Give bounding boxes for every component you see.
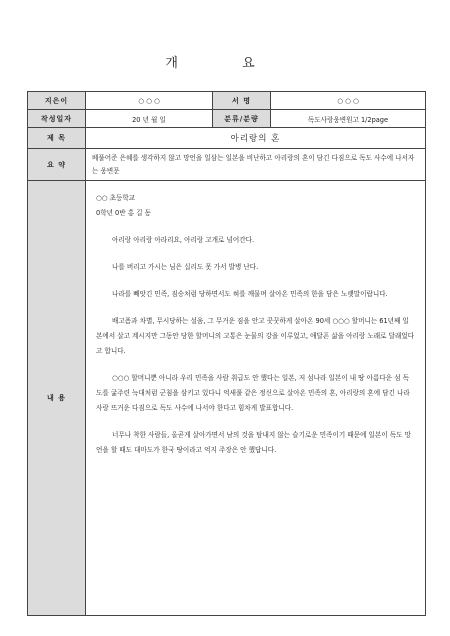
subject-value: 아리랑의 혼 — [86, 128, 426, 149]
signature-label: 서 명 — [213, 92, 271, 110]
date-value: 20 년 월 일 — [86, 110, 213, 128]
student-line: 0학년 0반 홍 길 동 — [96, 209, 151, 217]
category-label: 분류/분량 — [213, 110, 271, 128]
overview-form-table — [27, 91, 426, 616]
page-title: 개 요 — [165, 56, 285, 71]
school-line: ○○ 초등학교 — [96, 194, 136, 202]
paragraph: ○○○ 할머니뿐 아니라 우리 민족을 사람 취급도 안 했다는 일본, 저 섬나라 일본이 내 땅 아름다운 섬 독도를 굶주린 늑대처럼 군침을 삼키고 있다니 억새풀 같은 정신으로 살아온 민족의 혼, 아리랑의 혼에 담긴 나라사랑 뜨거운 다짐으로 독도 사수에 나서야 한다고 힘차게 발표합니다. — [96, 374, 410, 412]
content-body — [86, 181, 426, 616]
paragraph: 나라를 빼앗긴 민족, 짐승처럼 당하면서도 혀를 깨물며 살아온 민족의 한을 담은 노랫말이랍니다. — [112, 290, 388, 298]
category-value: 독도사랑웅변원고 1/2page — [271, 110, 426, 128]
author-label: 지은이 — [28, 92, 86, 110]
date-label: 작성일자 — [28, 110, 86, 128]
summary-label: 요 약 — [28, 149, 86, 181]
paragraph: 너무나 착한 사람들, 올곧게 살아가면서 남의 것을 탐내지 않는 슬기로운 민족이기 때문에 일본이 독도 망언을 할 때도 대마도가 한국 땅이라고 억지 주장은 안 했답니다. — [96, 431, 411, 454]
paragraph: 배고픔과 차별, 무시당하는 설움, 그 무거운 짐을 안고 꿋꿋하게 살아온 90세 ○○○ 할머니는 61년째 일본에서 살고 계시지만 그동안 당한 할머니의 고통은 눈물의 강을 이루었고, 애달픈 삶을 아리랑 노래로 달래었다고 합니다. — [96, 317, 415, 355]
summary-value: 베풀어준 은혜를 생각하지 않고 망언을 일삼는 일본을 비난하고 아리랑의 혼이 담긴 다짐으로 독도 사수에 나서자는 웅변문 — [86, 149, 426, 181]
author-value: ○ ○ ○ — [86, 92, 213, 110]
paragraph: 아리랑 아리랑 아라리요, 아리랑 고개로 넘어간다. — [112, 236, 255, 244]
content-label: 내 용 — [28, 181, 86, 616]
subject-label: 제 목 — [28, 128, 86, 149]
paragraph: 나를 버리고 가시는 님은 십리도 못 가서 발병 난다. — [112, 263, 259, 271]
signature-value: ○ ○ ○ — [271, 92, 426, 110]
